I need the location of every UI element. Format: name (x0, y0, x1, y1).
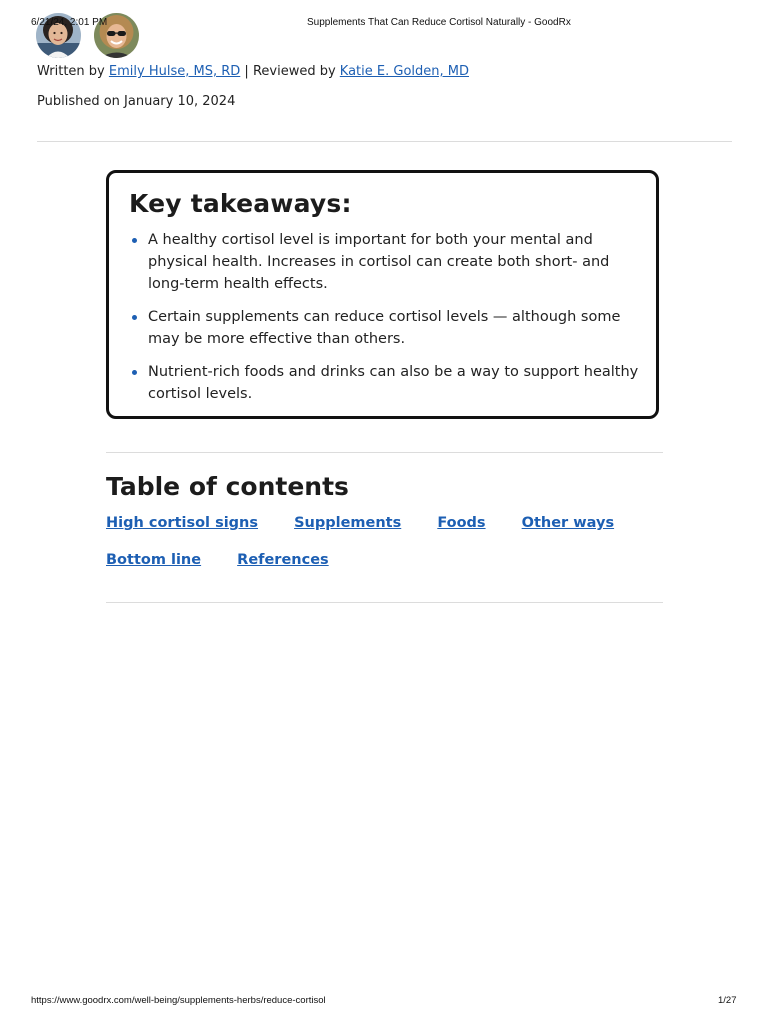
table-of-contents-row-2 (106, 552, 360, 568)
divider (106, 452, 663, 453)
key-takeaways-heading: Key takeaways: (129, 189, 352, 218)
bullet-icon (132, 315, 137, 320)
print-datetime: 6/21/24, 2:01 PM (31, 17, 108, 28)
takeaway-text: Certain supplements can reduce cortisol levels — although some may be more effective than others. (148, 309, 621, 347)
toc-heading: Table of contents (106, 472, 349, 501)
toc-link-other-ways[interactable]: Other ways (521, 515, 615, 531)
published-date: Published on January 10, 2024 (37, 94, 236, 109)
toc-link-bottom-line[interactable]: Bottom line (106, 552, 202, 568)
takeaway-text: A healthy cortisol level is important for both your mental and physical health. Increases in cortisol can create both short- and long-term health effects. (148, 232, 610, 292)
bullet-icon (132, 238, 137, 243)
divider (37, 141, 732, 142)
toc-link-foods[interactable]: Foods (437, 515, 486, 531)
divider (106, 602, 663, 603)
toc-link-references[interactable]: References (237, 552, 329, 568)
list-item (129, 306, 639, 350)
list-item (129, 229, 639, 295)
reviewer-link[interactable]: Katie E. Golden, MD (339, 64, 469, 79)
list-item (129, 361, 639, 405)
takeaway-text: Nutrient-rich foods and drinks can also be a way to support healthy cortisol levels. (148, 364, 639, 402)
reviewed-by-label: Reviewed by (252, 64, 336, 79)
toc-link-supplements[interactable]: Supplements (294, 515, 402, 531)
written-by-label: Written by (37, 64, 105, 79)
toc-link-high-cortisol-signs[interactable]: High cortisol signs (106, 515, 259, 531)
page-number: 1/27 (718, 995, 737, 1006)
print-url: https://www.goodrx.com/well-being/supplements-herbs/reduce-cortisol (31, 995, 326, 1006)
key-takeaways-box (106, 170, 659, 419)
table-of-contents (106, 515, 645, 531)
byline (37, 64, 469, 79)
byline-separator: | (244, 64, 249, 79)
author-link[interactable]: Emily Hulse, MS, RD (108, 64, 241, 79)
bullet-icon (132, 370, 137, 375)
print-page-title: Supplements That Can Reduce Cortisol Naturally - GoodRx (307, 17, 571, 28)
key-takeaways-list (129, 229, 639, 416)
